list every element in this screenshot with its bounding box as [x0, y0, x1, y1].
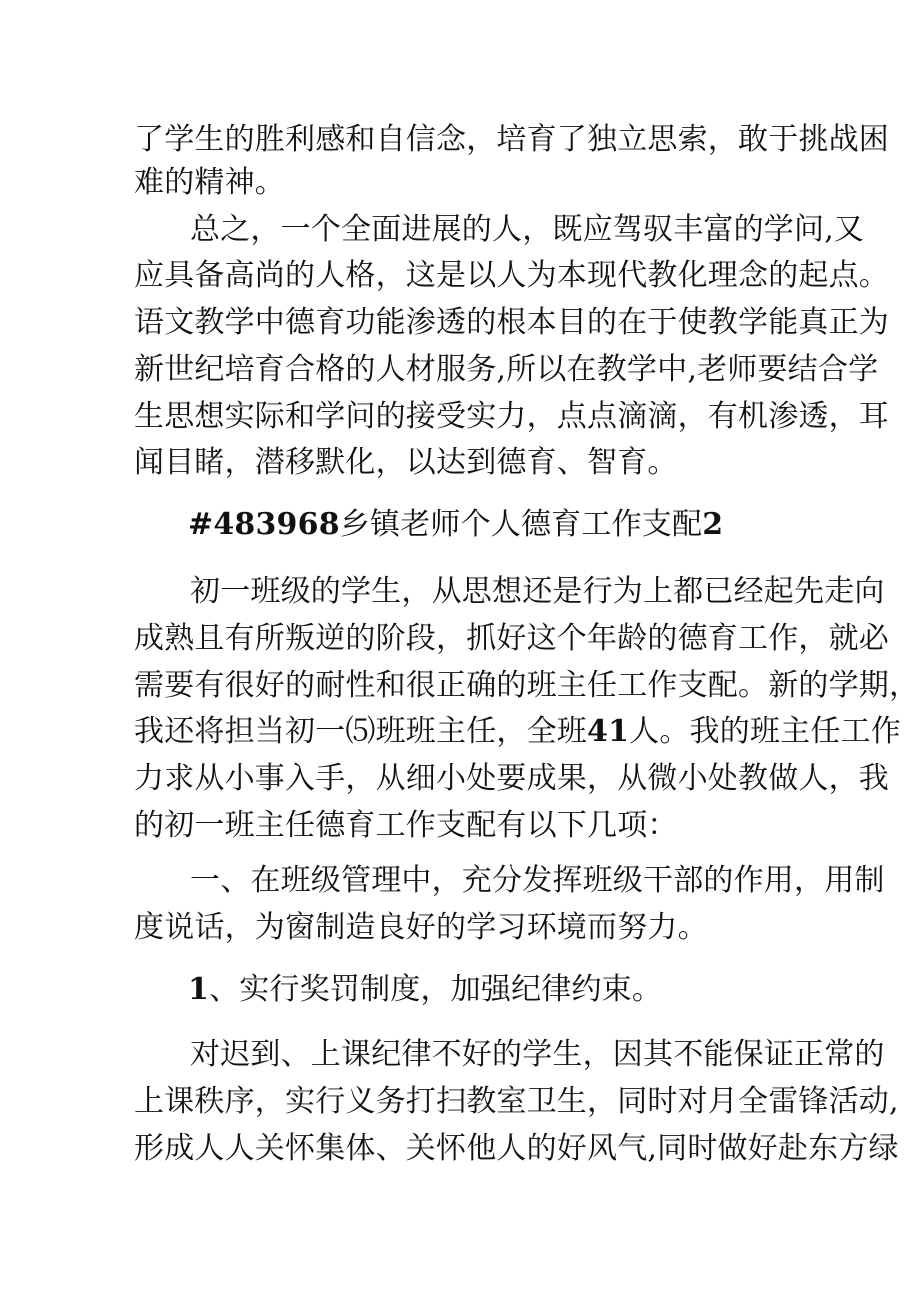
paragraph-line: 形成人人关怀集体、关怀他人的好风气,同时做好赴东方绿 — [134, 1131, 899, 1166]
paragraph-line: 度说话，为窗制造良好的学习环境而努力。 — [134, 910, 708, 945]
item-number: 1 — [188, 972, 210, 1007]
paragraph-line: 力求从小事入手，从细小处要成果，从微小处教做人，我 — [134, 761, 889, 796]
paragraph-line: 新世纪培育合格的人材服务,所以在教学中,老师要结合学 — [134, 352, 879, 387]
paragraph-line: 需要有很好的耐性和很正确的班主任工作支配。新的学期， — [134, 668, 920, 703]
list-item — [0, 970, 920, 1010]
heading-number: #483968 — [188, 507, 340, 542]
paragraph-line: 难的精神。 — [134, 165, 285, 200]
paragraph-line: 应具备高尚的人格，这是以人为本现代教化理念的起点。 — [134, 258, 889, 293]
paragraph-line: 生思想实际和学问的接受实力，点点滴滴，有机渗透，耳 — [134, 399, 889, 434]
paragraph-line: 总之，一个全面进展的人，既应驾驭丰富的学问,又 — [190, 212, 865, 247]
paragraph-line: 了学生的胜利感和自信念，培育了独立思索，敢于挑战困 — [134, 122, 889, 157]
section-heading — [0, 505, 920, 545]
class-line-text: 我还将担当初一⑸班班主任，全班 — [134, 714, 587, 749]
paragraph-line: 对迟到、上课纪律不好的学生，因其不能保证正常的 — [190, 1037, 885, 1072]
paragraph-line: 闻目睹，潜移默化，以达到德育、智育。 — [134, 445, 678, 480]
paragraph-line: 语文教学中德育功能渗透的根本目的在于使教学能真正为 — [134, 305, 889, 340]
paragraph-line — [0, 712, 920, 752]
paragraph-line: 的初一班主任德育工作支配有以下几项： — [134, 808, 678, 843]
item-text: 、实行奖罚制度，加强纪律约束。 — [209, 972, 663, 1007]
heading-text: 乡镇老师个人德育工作支配 — [339, 507, 703, 542]
paragraph-line: 上课秩序，实行义务打扫教室卫生，同时对月全雷锋活动, — [134, 1084, 899, 1119]
paragraph-line: 初一班级的学生，从思想还是行为上都已经起先走向 — [190, 574, 885, 609]
student-count: 41 — [587, 714, 630, 749]
paragraph-line: 成熟且有所叛逆的阶段，抓好这个年龄的德育工作，就必 — [134, 621, 889, 656]
heading-suffix: 2 — [702, 507, 724, 542]
paragraph-line: 一、在班级管理中，充分发挥班级干部的作用，用制 — [190, 863, 885, 898]
class-line-text: 人。我的班主任工作 — [629, 714, 901, 749]
